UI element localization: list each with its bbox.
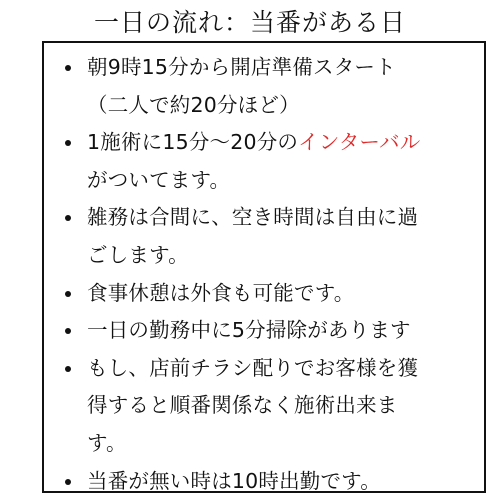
schedule-box bbox=[42, 41, 486, 493]
list-item-text: 1施術に15分～20分の bbox=[87, 130, 299, 155]
list-item-text: もし、店前チラシ配りでお客様を獲 bbox=[87, 355, 419, 380]
list-item-text: 当番が無い時は10時出勤です。 bbox=[87, 468, 381, 493]
list-item bbox=[44, 463, 484, 500]
list-item-text: 雑務は合間に、空き時間は自由に過 bbox=[87, 205, 419, 230]
list-item-text: 朝9時15分から開店準備スタート bbox=[87, 55, 396, 79]
highlight-text: インターバル bbox=[298, 130, 421, 155]
list-item bbox=[44, 124, 484, 199]
list-item-text: 食事休憩は外食も可能です。 bbox=[87, 280, 355, 305]
list-item-text: 一日の勤務中に5分掃除があります bbox=[87, 318, 411, 343]
list-item-text: ごします。 bbox=[87, 242, 189, 267]
list-item bbox=[44, 350, 484, 463]
list-item-text: 得すると順番関係なく施術出来ま bbox=[87, 393, 398, 418]
schedule-list bbox=[44, 49, 484, 500]
list-item-text: （二人で約20分ほど） bbox=[87, 92, 300, 117]
list-item bbox=[44, 312, 484, 350]
list-item-text: す。 bbox=[87, 430, 127, 455]
page-title: 一日の流れ：当番がある日 bbox=[93, 8, 406, 37]
list-item bbox=[44, 275, 484, 313]
list-item bbox=[44, 199, 484, 274]
list-item-text: がついてます。 bbox=[87, 167, 231, 192]
list-item bbox=[44, 49, 484, 124]
